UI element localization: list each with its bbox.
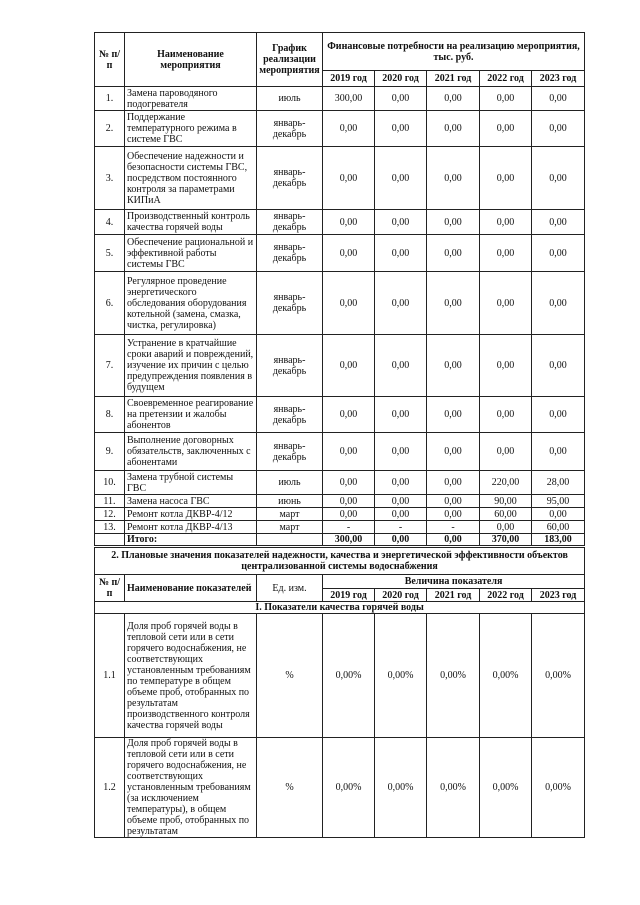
schedule: июль (257, 87, 323, 111)
measure-name: Ремонт котла ДКВР-4/12 (125, 508, 257, 521)
unit: % (257, 738, 323, 838)
measure-name: Замена трубной системы ГВС (125, 471, 257, 495)
value-cell: 0,00 (375, 495, 427, 508)
value-cell: 0,00 (427, 433, 480, 471)
value-cell: 0,00 (480, 147, 532, 210)
value-cell: 0,00 (532, 508, 585, 521)
total-row (95, 534, 585, 546)
value-cell: 0,00 (480, 397, 532, 433)
value-cell: 0,00 (532, 272, 585, 335)
year-header: 2021 год (427, 71, 480, 87)
total-label: Итого: (125, 534, 257, 546)
row-number: 13. (95, 521, 125, 534)
table-row (95, 508, 585, 521)
measure-name: Обеспечение надежности и безопасности системы ГВС, посредством постоянного контроля за параметрами КИПиА (125, 147, 257, 210)
value-cell: 0,00 (375, 147, 427, 210)
value-cell: 0,00% (375, 738, 427, 838)
value-cell: 0,00% (532, 614, 585, 738)
value-cell: 0,00 (323, 335, 375, 397)
value-cell: 0,00 (532, 397, 585, 433)
value-cell: 0,00 (480, 521, 532, 534)
value-cell: 0,00 (427, 335, 480, 397)
value-cell: 0,00 (375, 210, 427, 235)
schedule: январь-декабрь (257, 210, 323, 235)
value-cell: 0,00 (427, 508, 480, 521)
col-number-header: № п/п (95, 575, 125, 602)
value-cell: 0,00 (480, 87, 532, 111)
value-cell: 0,00% (375, 614, 427, 738)
value-cell: 0,00 (323, 111, 375, 147)
indicators-table (94, 547, 585, 838)
value-cell: 0,00 (480, 335, 532, 397)
measure-name: Устранение в кратчайшие сроки аварий и повреждений, изучение их причин с целью предупреждения появления в будущем (125, 335, 257, 397)
financial-needs-table (94, 32, 585, 546)
indicator-name: Доля проб горячей воды в тепловой сети или в сети горячего водоснабжения, не соответствующих установленным требованиям (за исключением температуры), в общем объеме проб, отобранных по результатам (125, 738, 257, 838)
value-cell: 0,00 (480, 433, 532, 471)
year-header: 2019 год (323, 71, 375, 87)
table-row (95, 433, 585, 471)
row-number: 6. (95, 272, 125, 335)
value-cell: 0,00 (375, 235, 427, 272)
value-cell: 95,00 (532, 495, 585, 508)
value-cell: 0,00 (375, 433, 427, 471)
schedule: март (257, 508, 323, 521)
value-cell: 0,00 (480, 272, 532, 335)
subsection-title: I. Показатели качества горячей воды (95, 602, 585, 614)
row-number: 11. (95, 495, 125, 508)
value-cell: 90,00 (480, 495, 532, 508)
col-name-header: Наименование мероприятия (125, 33, 257, 87)
row-number: 12. (95, 508, 125, 521)
measure-name: Замена пароводяного подогревателя (125, 87, 257, 111)
value-cell: 0,00 (323, 272, 375, 335)
total-value: 300,00 (323, 534, 375, 546)
measure-name: Обеспечение рациональной и эффективной работы системы ГВС (125, 235, 257, 272)
table-row (95, 210, 585, 235)
measure-name: Своевременное реагирование на претензии и жалобы абонентов (125, 397, 257, 433)
total-empty-cell (257, 534, 323, 546)
value-cell: 0,00% (480, 738, 532, 838)
table-row (95, 521, 585, 534)
value-cell: 0,00 (375, 508, 427, 521)
value-cell: 0,00 (427, 272, 480, 335)
measure-name: Производственный контроль качества горячей воды (125, 210, 257, 235)
value-cell: 0,00 (532, 235, 585, 272)
value-cell: 0,00 (532, 87, 585, 111)
table-row (95, 235, 585, 272)
value-cell: 0,00 (323, 433, 375, 471)
schedule: июнь (257, 495, 323, 508)
schedule: июль (257, 471, 323, 495)
value-cell: 60,00 (532, 521, 585, 534)
value-cell: 0,00 (427, 111, 480, 147)
value-cell: 0,00 (323, 471, 375, 495)
value-cell: 0,00% (532, 738, 585, 838)
value-cell: 0,00% (427, 738, 480, 838)
row-number: 3. (95, 147, 125, 210)
value-cell: 0,00 (480, 111, 532, 147)
total-value: 0,00 (427, 534, 480, 546)
measure-name: Поддержание температурного режима в системе ГВС (125, 111, 257, 147)
value-cell: 0,00 (375, 397, 427, 433)
table-row (95, 738, 585, 838)
table-row (95, 147, 585, 210)
table-row (95, 471, 585, 495)
measure-name: Регулярное проведение энергетического обследования оборудования котельной (замена, смазка, чистка, регулировка) (125, 272, 257, 335)
value-cell: 0,00 (375, 87, 427, 111)
value-cell: 0,00 (427, 87, 480, 111)
schedule: январь-декабрь (257, 433, 323, 471)
value-cell: 0,00 (323, 210, 375, 235)
schedule: январь-декабрь (257, 111, 323, 147)
value-cell: - (323, 521, 375, 534)
year-header: 2022 год (480, 589, 532, 602)
table-row (95, 335, 585, 397)
row-number: 1.1 (95, 614, 125, 738)
value-header: Величина показателя (323, 575, 585, 589)
value-cell: 0,00 (532, 335, 585, 397)
total-value: 0,00 (375, 534, 427, 546)
measure-name: Ремонт котла ДКВР-4/13 (125, 521, 257, 534)
value-cell: - (427, 521, 480, 534)
value-cell: 0,00% (427, 614, 480, 738)
value-cell: 220,00 (480, 471, 532, 495)
table-row (95, 87, 585, 111)
schedule: январь-декабрь (257, 397, 323, 433)
schedule: январь-декабрь (257, 335, 323, 397)
col-name-header: Наименование показателей (125, 575, 257, 602)
section-title: 2. Плановые значения показателей надежности, качества и энергетической эффективности объектов централизованной системы водоснабжения (95, 548, 585, 575)
indicator-name: Доля проб горячей воды в тепловой сети или в сети горячего водоснабжения, не соответствующих установленным требованиям по температуре в общем объеме проб, отобранных по результатам производственного контроля качества горячей воды (125, 614, 257, 738)
col-schedule-header: График реализации мероприятия (257, 33, 323, 87)
value-cell: 0,00 (323, 397, 375, 433)
table-row (95, 614, 585, 738)
table-row (95, 397, 585, 433)
value-cell: 0,00 (375, 471, 427, 495)
schedule: январь-декабрь (257, 147, 323, 210)
row-number: 1. (95, 87, 125, 111)
value-cell: 0,00% (480, 614, 532, 738)
year-header: 2020 год (375, 589, 427, 602)
row-number: 8. (95, 397, 125, 433)
value-cell: 0,00 (532, 111, 585, 147)
year-header: 2020 год (375, 71, 427, 87)
year-header: 2021 год (427, 589, 480, 602)
value-cell: 0,00% (323, 738, 375, 838)
schedule: январь-декабрь (257, 272, 323, 335)
value-cell: - (375, 521, 427, 534)
row-number: 2. (95, 111, 125, 147)
value-cell: 0,00% (323, 614, 375, 738)
row-number: 10. (95, 471, 125, 495)
year-header: 2022 год (480, 71, 532, 87)
value-cell: 0,00 (323, 495, 375, 508)
value-cell: 0,00 (323, 235, 375, 272)
measure-name: Замена насоса ГВС (125, 495, 257, 508)
value-cell: 0,00 (427, 147, 480, 210)
total-value: 370,00 (480, 534, 532, 546)
table-row (95, 111, 585, 147)
table-row (95, 272, 585, 335)
value-cell: 60,00 (480, 508, 532, 521)
value-cell: 0,00 (323, 147, 375, 210)
value-cell: 0,00 (375, 335, 427, 397)
value-cell: 0,00 (532, 147, 585, 210)
value-cell: 0,00 (427, 235, 480, 272)
col-number-header: № п/п (95, 33, 125, 87)
value-cell: 300,00 (323, 87, 375, 111)
value-cell: 0,00 (532, 433, 585, 471)
schedule: март (257, 521, 323, 534)
value-cell: 28,00 (532, 471, 585, 495)
value-cell: 0,00 (427, 397, 480, 433)
measure-name: Выполнение договорных обязательств, заключенных с абонентами (125, 433, 257, 471)
table-row (95, 495, 585, 508)
value-cell: 0,00 (375, 111, 427, 147)
value-cell: 0,00 (427, 495, 480, 508)
col-unit-header: Ед. изм. (257, 575, 323, 602)
total-value: 183,00 (532, 534, 585, 546)
row-number: 1.2 (95, 738, 125, 838)
value-cell: 0,00 (323, 508, 375, 521)
schedule: январь-декабрь (257, 235, 323, 272)
year-header: 2019 год (323, 589, 375, 602)
year-header: 2023 год (532, 71, 585, 87)
value-cell: 0,00 (480, 210, 532, 235)
year-header: 2023 год (532, 589, 585, 602)
row-number: 7. (95, 335, 125, 397)
total-empty-cell (95, 534, 125, 546)
value-cell: 0,00 (480, 235, 532, 272)
financial-needs-header: Финансовые потребности на реализацию мероприятия, тыс. руб. (323, 33, 585, 71)
row-number: 9. (95, 433, 125, 471)
value-cell: 0,00 (532, 210, 585, 235)
row-number: 4. (95, 210, 125, 235)
unit: % (257, 614, 323, 738)
row-number: 5. (95, 235, 125, 272)
value-cell: 0,00 (427, 210, 480, 235)
value-cell: 0,00 (375, 272, 427, 335)
value-cell: 0,00 (427, 471, 480, 495)
